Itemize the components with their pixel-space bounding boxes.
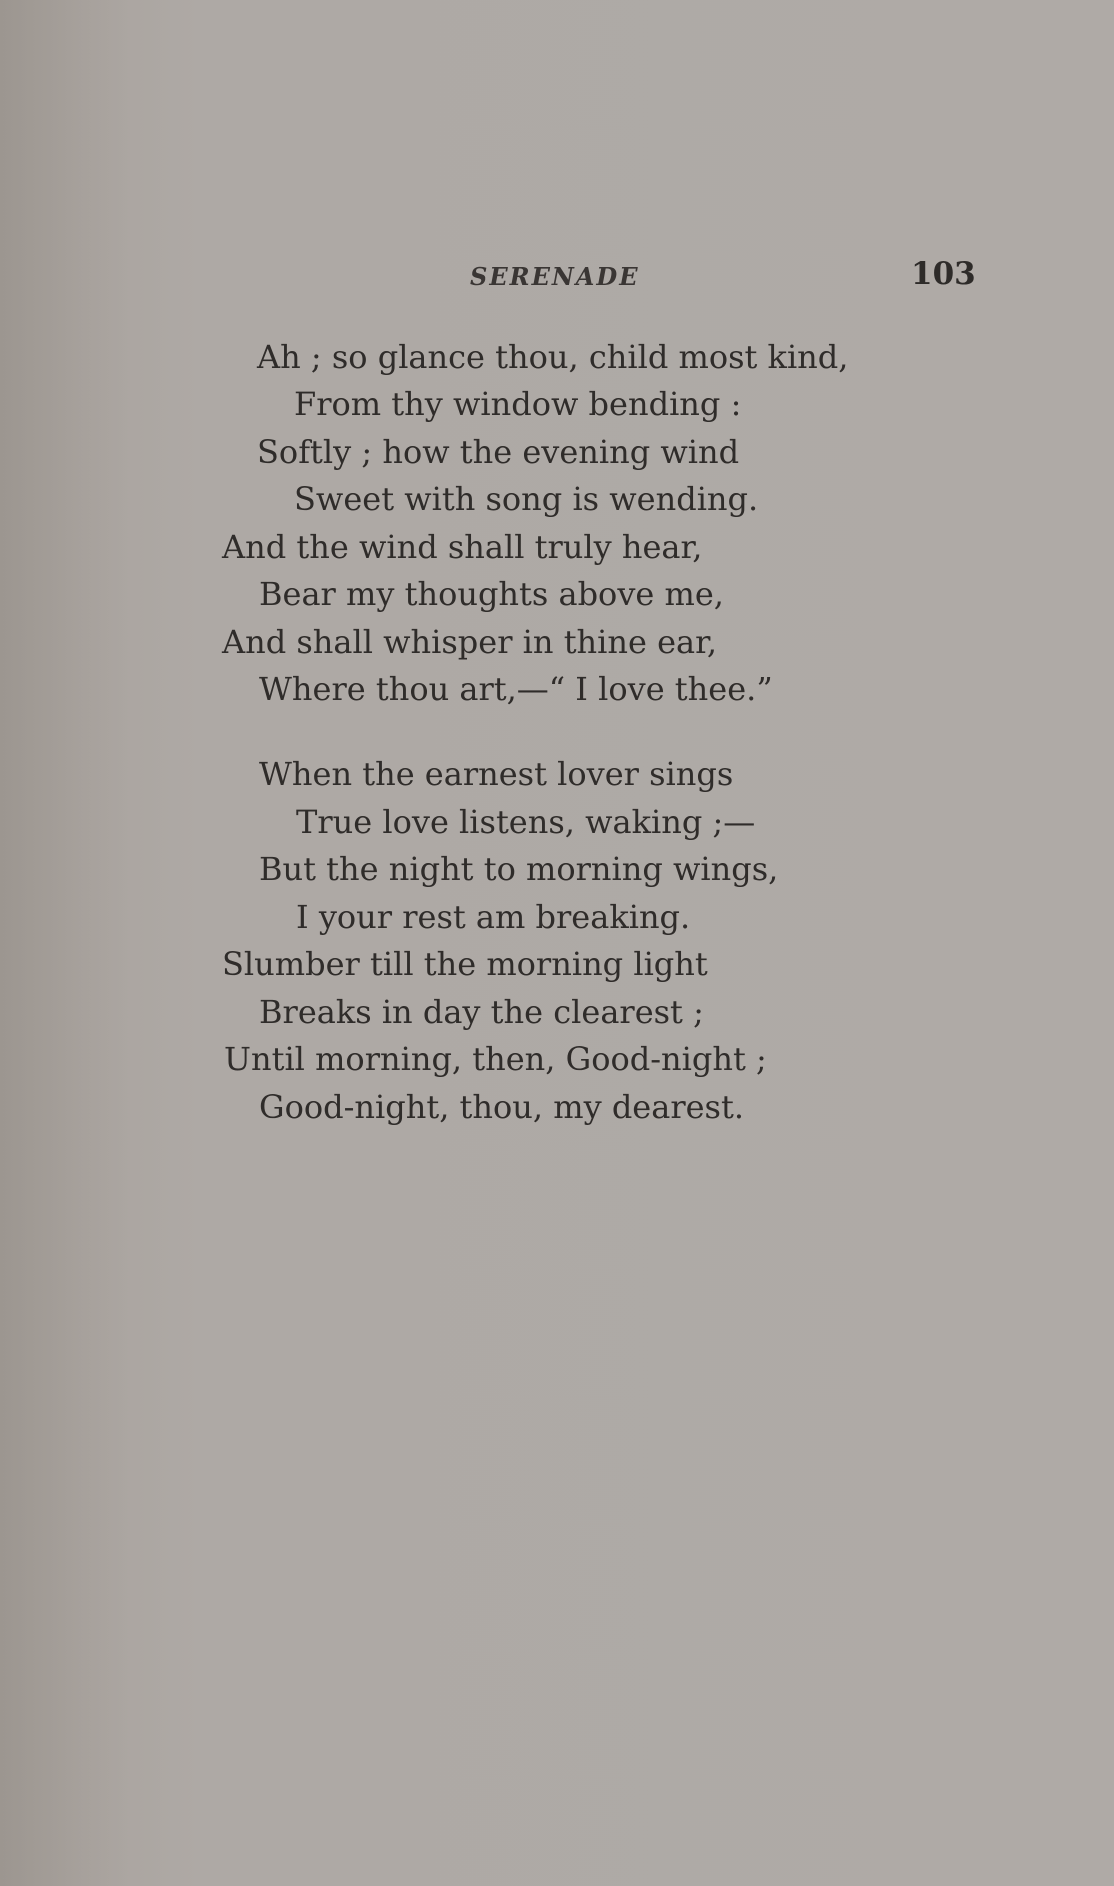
poem-line: Softly ; how the evening wind bbox=[257, 433, 740, 471]
poem-line: Bear my thoughts above me, bbox=[259, 575, 724, 613]
poem-line: Ah ; so glance thou, child most kind, bbox=[257, 338, 849, 376]
poem-line: When the earnest lover sings bbox=[259, 755, 734, 793]
poem-line: From thy window bending : bbox=[294, 385, 742, 423]
poem-line: Until morning, then, Good-night ; bbox=[224, 1040, 767, 1078]
poem-line: I your rest am breaking. bbox=[296, 898, 691, 936]
poem-line: Good-night, thou, my dearest. bbox=[259, 1088, 744, 1126]
poem-line: Breaks in day the clearest ; bbox=[259, 993, 704, 1031]
poem-line: Slumber till the morning light bbox=[222, 945, 708, 983]
page-edge-shadow bbox=[0, 0, 130, 1886]
poem-line: But the night to morning wings, bbox=[259, 850, 779, 888]
poem-line: And the wind shall truly hear, bbox=[222, 528, 703, 566]
page-number: 103 bbox=[911, 256, 976, 292]
running-title: SERENADE bbox=[470, 262, 640, 291]
poem-line: And shall whisper in thine ear, bbox=[222, 623, 718, 661]
poem-line: True love listens, waking ;— bbox=[296, 803, 756, 841]
poem-line: Sweet with song is wending. bbox=[294, 480, 759, 518]
poem-line: Where thou art,—“ I love thee.” bbox=[259, 670, 773, 708]
